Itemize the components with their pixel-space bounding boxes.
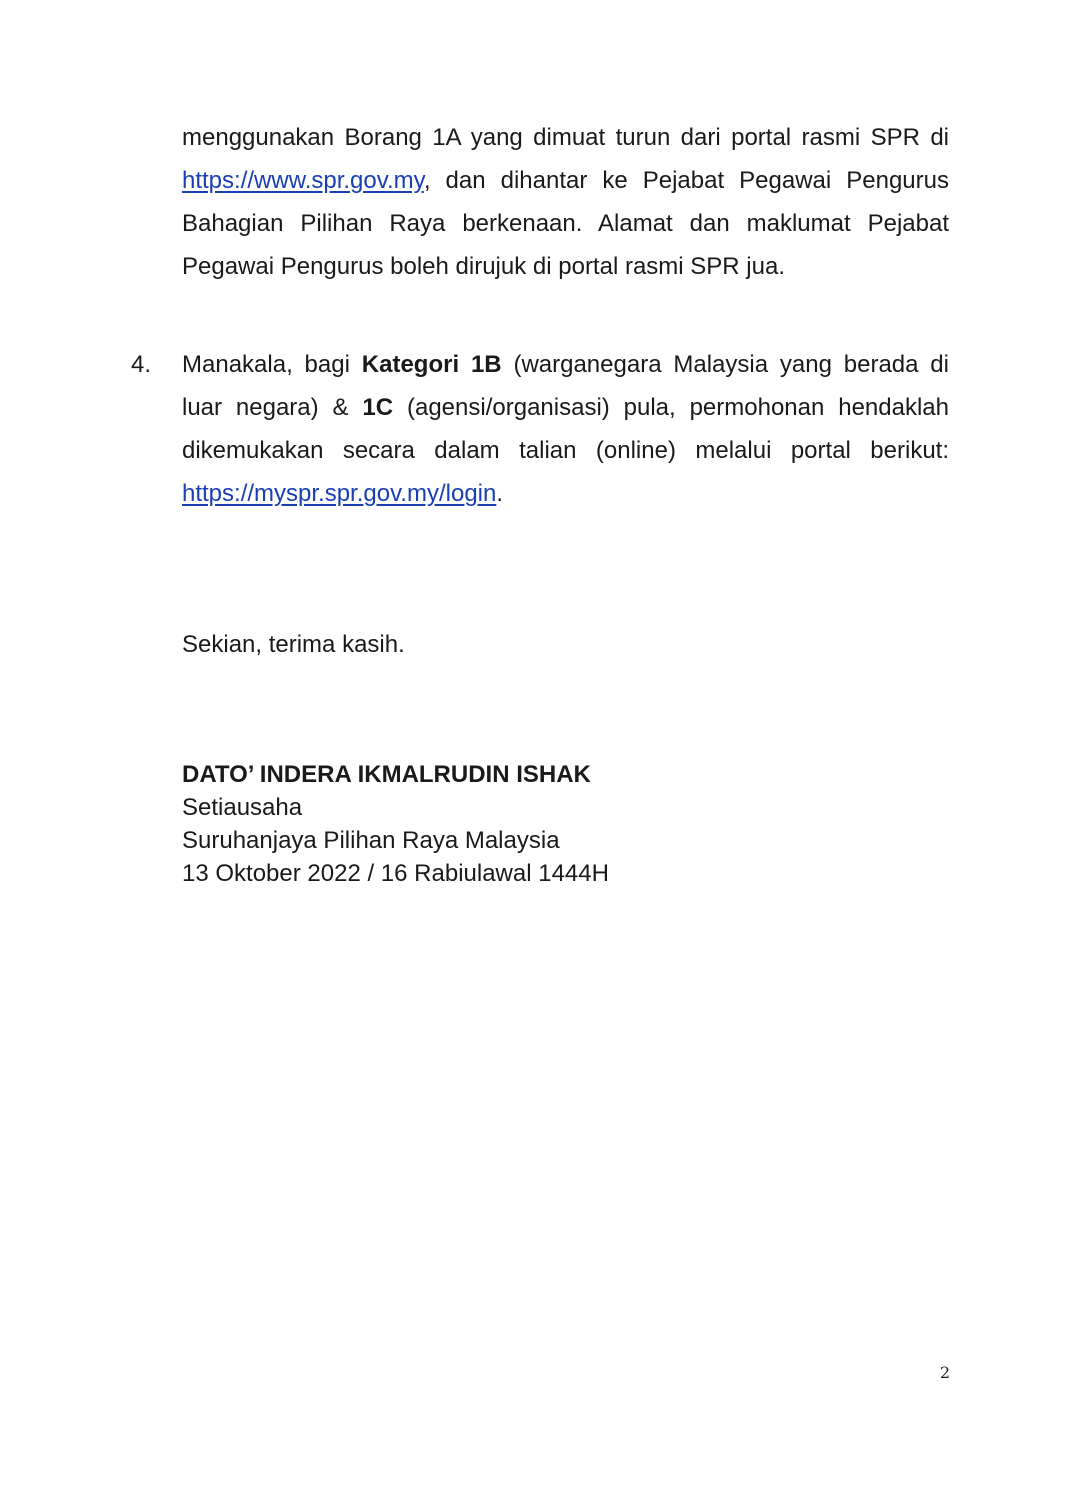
category-1b-label: Kategori 1B: [361, 351, 502, 378]
paragraph-text: (warganegara Malaysia yang berada di luar negara) &: [182, 351, 949, 421]
paragraph-continued: [182, 116, 949, 288]
spr-portal-link[interactable]: https://www.spr.gov.my: [182, 167, 424, 194]
signatory-organisation: Suruhanjaya Pilihan Raya Malaysia: [182, 827, 560, 854]
signatory-title: Setiausaha: [182, 794, 303, 821]
signature-block: [182, 758, 609, 890]
paragraph-text: .: [496, 480, 504, 507]
myspr-login-link[interactable]: https://myspr.spr.gov.my/login: [182, 480, 497, 507]
letter-date: 13 Oktober 2022 / 16 Rabiulawal 1444H: [182, 860, 609, 887]
signatory-name: DATO’ INDERA IKMALRUDIN ISHAK: [182, 761, 591, 788]
category-1c-label: 1C: [362, 394, 394, 421]
paragraph-text: Manakala, bagi: [182, 351, 362, 378]
paragraph-text: menggunakan Borang 1A yang dimuat turun dari portal rasmi SPR di: [182, 124, 949, 151]
page-number: 2: [939, 1363, 950, 1382]
paragraph-text: , dan dihantar ke Pejabat Pegawai Pengurus Bahagian Pilihan Raya berkenaan. Alamat dan maklumat Pejabat Pegawai Pengurus boleh dirujuk di portal rasmi SPR jua.: [182, 167, 949, 280]
paragraph-4: [182, 343, 949, 515]
paragraph-text: (agensi/organisasi) pula, permohonan hendaklah dikemukakan secara dalam talian (online) melalui portal berikut:: [182, 394, 949, 464]
closing-remark: Sekian, terima kasih.: [182, 631, 405, 658]
paragraph-number: 4.: [131, 351, 152, 378]
